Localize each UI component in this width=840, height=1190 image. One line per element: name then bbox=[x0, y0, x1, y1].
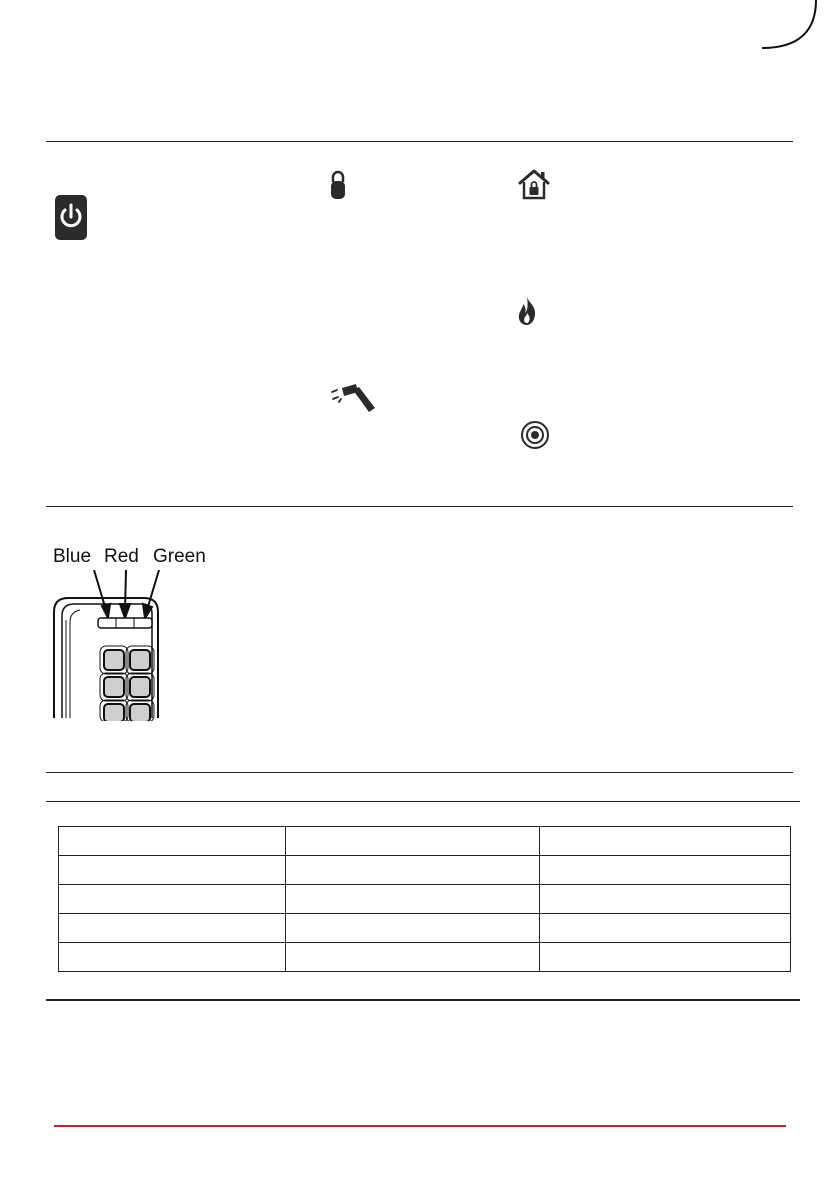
table-cell bbox=[286, 885, 540, 914]
table-cell bbox=[540, 827, 791, 856]
section-divider-table-top-2 bbox=[46, 801, 800, 802]
section-divider-top bbox=[46, 141, 793, 142]
table-row bbox=[59, 856, 791, 885]
table-cell bbox=[540, 856, 791, 885]
table-cell bbox=[540, 885, 791, 914]
fire-icon bbox=[516, 296, 538, 326]
table-row bbox=[59, 885, 791, 914]
table-cell bbox=[286, 827, 540, 856]
table-cell bbox=[59, 856, 286, 885]
power-icon bbox=[55, 195, 87, 240]
table-row bbox=[59, 914, 791, 943]
table-cell bbox=[540, 914, 791, 943]
section-divider-middle bbox=[46, 506, 793, 507]
led-indicator-diagram bbox=[52, 546, 222, 721]
tamper-hammer-icon bbox=[330, 380, 378, 414]
table-cell bbox=[286, 914, 540, 943]
footer-rule bbox=[54, 1125, 786, 1127]
table-cell bbox=[286, 943, 540, 972]
led-label-red: Red bbox=[104, 546, 139, 567]
table-cell bbox=[286, 856, 540, 885]
section-divider-bottom bbox=[46, 999, 800, 1001]
table-cell bbox=[540, 943, 791, 972]
padlock-icon bbox=[330, 170, 346, 200]
led-label-blue: Blue bbox=[53, 546, 92, 567]
table-row bbox=[59, 827, 791, 856]
section-divider-table-top-1 bbox=[46, 772, 793, 773]
home-lock-icon bbox=[518, 168, 550, 200]
table-cell bbox=[59, 827, 286, 856]
table-cell bbox=[59, 885, 286, 914]
page-corner-curve bbox=[758, 0, 818, 52]
table-cell bbox=[59, 943, 286, 972]
table-row bbox=[59, 943, 791, 972]
led-label-green: Green bbox=[153, 546, 206, 567]
target-icon bbox=[520, 420, 550, 450]
table-cell bbox=[59, 914, 286, 943]
keypad-device-drawing bbox=[52, 546, 222, 721]
status-table bbox=[58, 826, 791, 972]
